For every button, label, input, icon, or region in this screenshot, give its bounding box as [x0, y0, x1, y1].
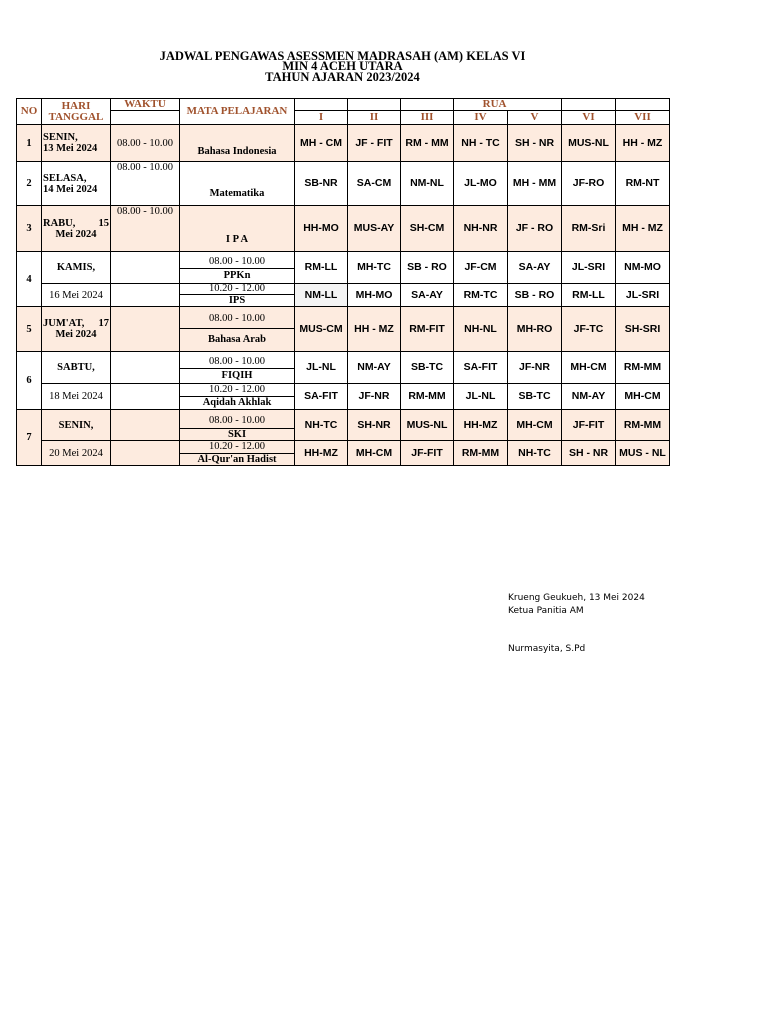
room-cell: NH-TC [295, 410, 348, 441]
table-row [17, 441, 670, 466]
col-hari-header: HARI TANGGAL [42, 99, 111, 125]
room-cell: HH - MZ [616, 125, 670, 162]
row-time [111, 307, 180, 352]
room-cell: JF-NR [348, 384, 401, 410]
room-header-3: III [401, 111, 454, 125]
room-cell: SB-NR [295, 162, 348, 206]
room-cell: JF - FIT [348, 125, 401, 162]
row-day: SELASA, 14 Mei 2024 [42, 162, 111, 206]
room-cell: JF - RO [508, 206, 562, 252]
room-header-2: II [348, 111, 401, 125]
room-cell: HH-MO [295, 206, 348, 252]
room-cell: NM-AY [562, 384, 616, 410]
row-no: 2 [17, 162, 42, 206]
doc-title-line3: TAHUN AJARAN 2023/2024 [265, 70, 420, 84]
room-cell: RM - MM [401, 125, 454, 162]
doc-title-line2: MIN 4 ACEH UTARA [282, 59, 403, 73]
room-header-4: IV [454, 111, 508, 125]
room-header-6: VI [562, 111, 616, 125]
room-cell: MH - MZ [616, 206, 670, 252]
room-header-5: V [508, 111, 562, 125]
room-cell: RM-Sri [562, 206, 616, 252]
row-day: SABTU, [42, 352, 111, 384]
room-cell: MH-TC [348, 252, 401, 284]
signature-role: Ketua Panitia AM [508, 606, 584, 616]
room-cell: MUS - NL [616, 441, 670, 466]
table-row [17, 352, 670, 384]
room-cell: SA-AY [508, 252, 562, 284]
row-time [111, 410, 180, 441]
room-cell: JL-NL [295, 352, 348, 384]
room-cell: NM-NL [401, 162, 454, 206]
room-cell: RM-MM [401, 384, 454, 410]
row-subject: Bahasa Indonesia [180, 125, 295, 162]
room-cell: MUS-AY [348, 206, 401, 252]
row-day: SENIN, 13 Mei 2024 [42, 125, 111, 162]
room-cell: MUS-NL [562, 125, 616, 162]
room-cell: JF-NR [508, 352, 562, 384]
doc-title-line1: JADWAL PENGAWAS ASESSMEN MADRASAH (AM) KELAS VI [159, 49, 526, 63]
row-no: 5 [17, 307, 42, 352]
row-subject: 10.20 - 12.00 Al-Qur'an Hadist [180, 441, 295, 466]
table-row [17, 284, 670, 307]
room-cell: RM-FIT [401, 307, 454, 352]
room-cell: MH-RO [508, 307, 562, 352]
header-row-2 [17, 111, 670, 125]
schedule-table [16, 98, 670, 466]
row-time [111, 252, 180, 284]
row-day: SENIN, [42, 410, 111, 441]
row-subject: 08.00 - 10.00 Bahasa Arab [180, 307, 295, 352]
room-cell: SH - NR [508, 125, 562, 162]
row-time: 08.00 - 10.00 [111, 206, 180, 252]
header-row-1 [17, 99, 670, 111]
col-no-header: NO [17, 99, 42, 125]
row-subject: Matematika [180, 162, 295, 206]
row-day: RABU, 15 Mei 2024 [42, 206, 111, 252]
room-cell: JF-TC [562, 307, 616, 352]
row-day: KAMIS, [42, 252, 111, 284]
room-cell: JF-CM [454, 252, 508, 284]
room-cell: NH-NL [454, 307, 508, 352]
table-row [17, 206, 670, 252]
room-cell: MH - MM [508, 162, 562, 206]
room-cell: HH - MZ [348, 307, 401, 352]
room-cell: SB-TC [508, 384, 562, 410]
room-cell: NH - TC [454, 125, 508, 162]
room-cell: RM-NT [616, 162, 670, 206]
room-cell: JL-SRI [616, 284, 670, 307]
row-subject: I P A [180, 206, 295, 252]
row-no: 7 [17, 410, 42, 466]
row-no: 6 [17, 352, 42, 410]
room-cell: MH-CM [616, 384, 670, 410]
room-header-7: VII [616, 111, 670, 125]
row-date: 16 Mei 2024 [42, 284, 111, 307]
signature-name: Nurmasyita, S.Pd [508, 644, 586, 654]
row-no: 4 [17, 252, 42, 307]
room-cell: JL-MO [454, 162, 508, 206]
room-cell: NH-TC [508, 441, 562, 466]
room-cell: NM-MO [616, 252, 670, 284]
row-no: 3 [17, 206, 42, 252]
room-cell: SA-FIT [295, 384, 348, 410]
room-cell: JF-RO [562, 162, 616, 206]
room-cell: JL-NL [454, 384, 508, 410]
row-time [111, 352, 180, 384]
row-time [111, 384, 180, 410]
row-subject: 08.00 - 10.00 PPKn [180, 252, 295, 284]
room-cell: NM-AY [348, 352, 401, 384]
row-day: JUM'AT, 17 Mei 2024 [42, 307, 111, 352]
table-row [17, 252, 670, 284]
row-date: 18 Mei 2024 [42, 384, 111, 410]
room-cell: SA-CM [348, 162, 401, 206]
table-row [17, 162, 670, 206]
room-cell: NH-NR [454, 206, 508, 252]
room-cell: SH-SRI [616, 307, 670, 352]
col-waktu-header: WAKTU [111, 99, 180, 111]
room-cell: JL-SRI [562, 252, 616, 284]
room-cell: RM-MM [616, 410, 670, 441]
room-cell: RM-LL [295, 252, 348, 284]
row-date: 20 Mei 2024 [42, 441, 111, 466]
room-cell: JF-FIT [401, 441, 454, 466]
room-cell: HH-MZ [454, 410, 508, 441]
room-cell: MH - CM [295, 125, 348, 162]
row-time: 08.00 - 10.00 [111, 162, 180, 206]
room-cell: SH-NR [348, 410, 401, 441]
table-row [17, 125, 670, 162]
room-cell: MH-CM [348, 441, 401, 466]
row-no: 1 [17, 125, 42, 162]
table-row [17, 410, 670, 441]
room-cell: MH-MO [348, 284, 401, 307]
row-subject: 10.20 - 12.00 IPS [180, 284, 295, 307]
room-cell: JF-FIT [562, 410, 616, 441]
row-time: 08.00 - 10.00 [111, 125, 180, 162]
row-time [111, 441, 180, 466]
room-cell: SA-FIT [454, 352, 508, 384]
room-cell: NM-LL [295, 284, 348, 307]
room-cell: HH-MZ [295, 441, 348, 466]
room-cell: RM-MM [454, 441, 508, 466]
room-cell: SB-TC [401, 352, 454, 384]
room-header-1: I [295, 111, 348, 125]
row-subject: 10.20 - 12.00 Aqidah Akhlak [180, 384, 295, 410]
row-subject: 08.00 - 10.00 FIQIH [180, 352, 295, 384]
room-cell: SB - RO [508, 284, 562, 307]
signature-place-date: Krueng Geukueh, 13 Mei 2024 [508, 593, 645, 603]
row-subject: 08.00 - 10.00 SKI [180, 410, 295, 441]
table-row [17, 307, 670, 352]
room-cell: SH - NR [562, 441, 616, 466]
room-cell: MH-CM [508, 410, 562, 441]
room-cell: RM-LL [562, 284, 616, 307]
table-row [17, 384, 670, 410]
row-time [111, 284, 180, 307]
room-cell: MH-CM [562, 352, 616, 384]
room-cell: RM-MM [616, 352, 670, 384]
col-mapel-header: MATA PELAJARAN [180, 99, 295, 125]
room-cell: SB - RO [401, 252, 454, 284]
room-cell: SH-CM [401, 206, 454, 252]
room-cell: RM-TC [454, 284, 508, 307]
room-cell: SA-AY [401, 284, 454, 307]
col-ruang-header: RUA [454, 99, 508, 111]
room-cell: MUS-CM [295, 307, 348, 352]
room-cell: MUS-NL [401, 410, 454, 441]
